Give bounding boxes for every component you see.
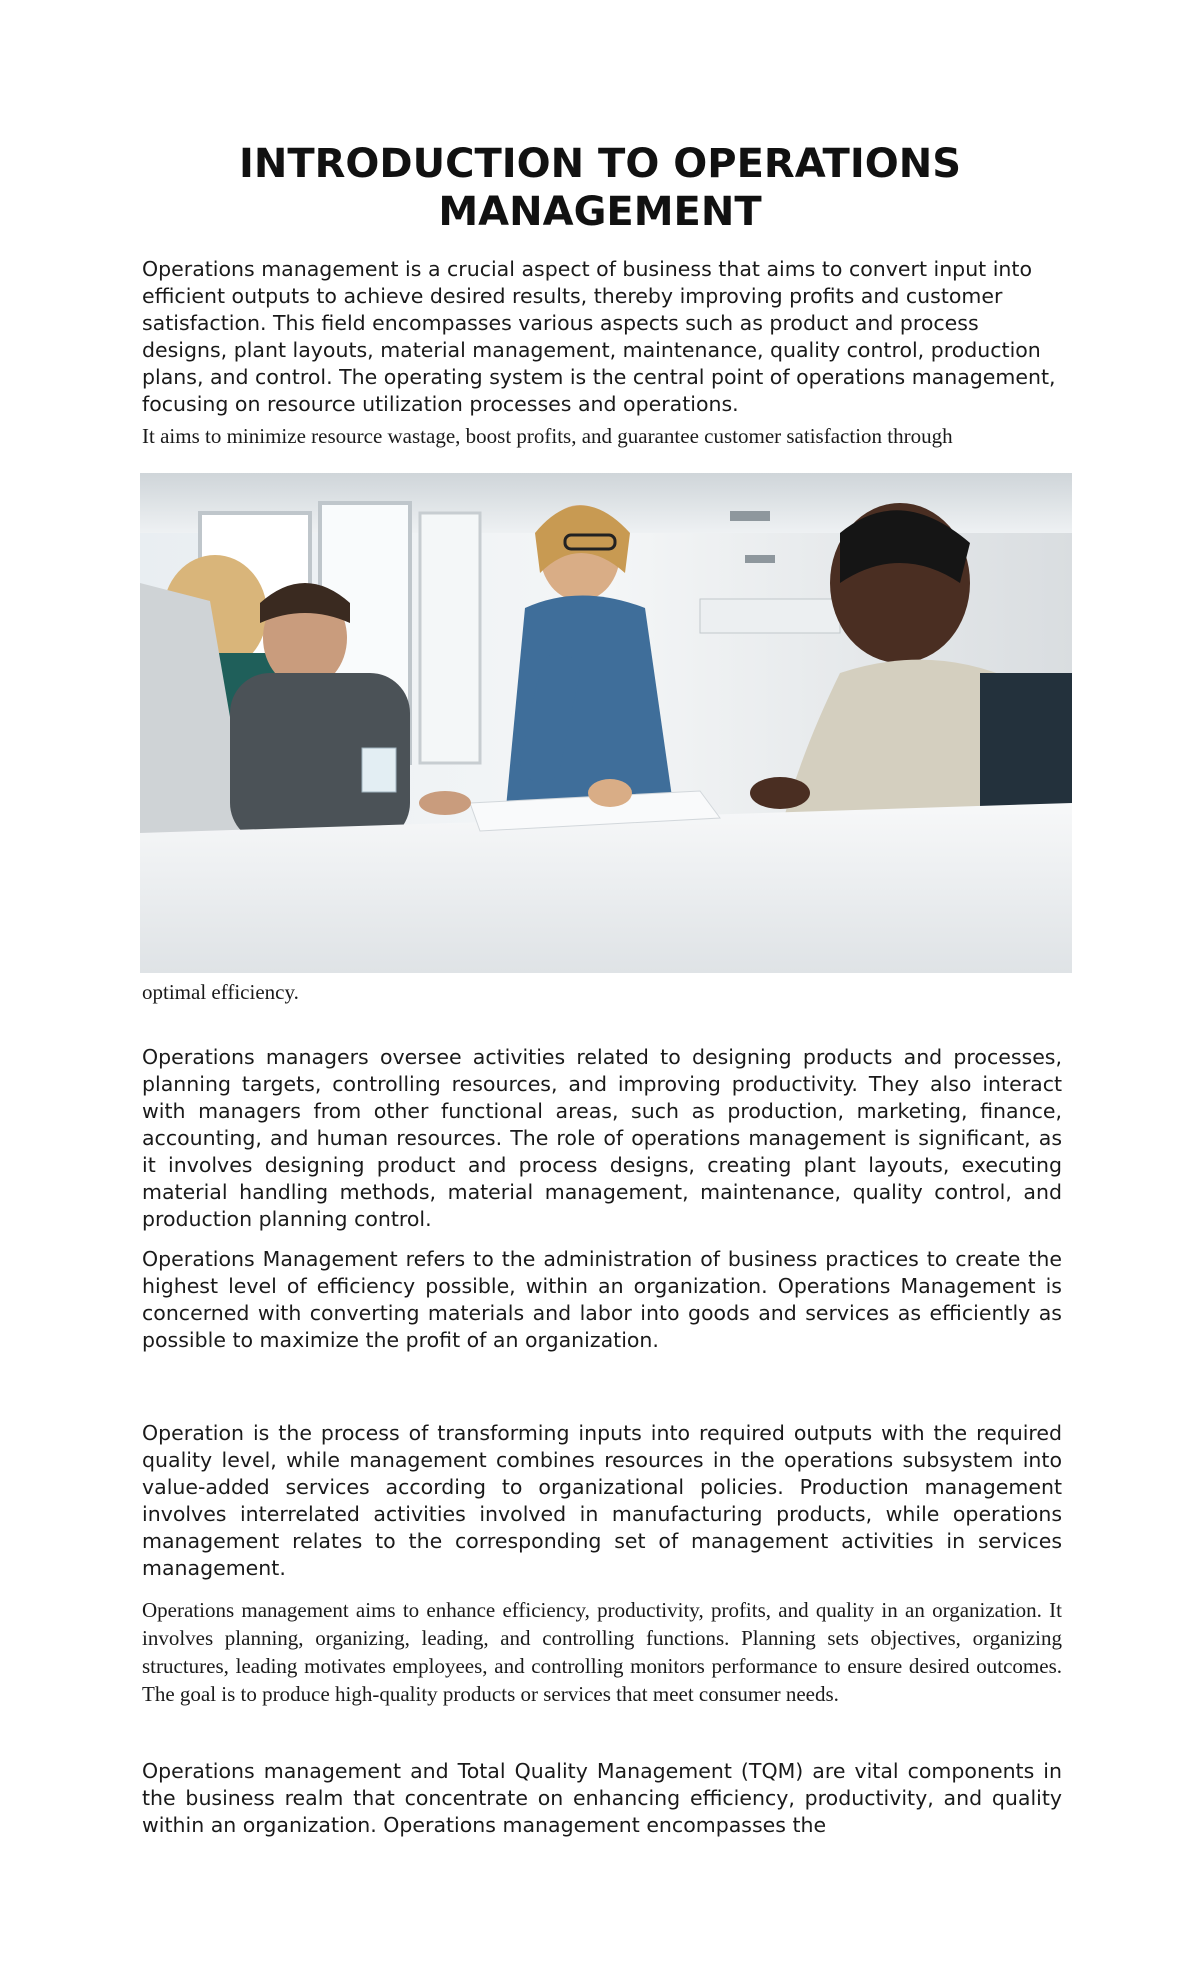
intro-serif-line: It aims to minimize resource wastage, boost profits, and guarantee customer satisfaction through: [142, 424, 953, 448]
paragraph-tqm: Operations management and Total Quality Management (TQM) are vital components in the business realm that concentrate on enhancing efficiency, productivity, and quality within an organization. Operations management encompasses the: [142, 1759, 1062, 1837]
page-title: INTRODUCTION TO OPERATIONS MANAGEMENT: [238, 141, 962, 235]
paragraph-aims: Operations management aims to enhance efficiency, productivity, profits, and quality in an organization. It involves planning, organizing, leading, and controlling functions. Planning sets objectives, organizing structures, leading motivates employees, and controlling monitors performance to ensure desired outcomes. The goal is to produce high-quality products or services that meet consumer needs.: [142, 1598, 1062, 1706]
paragraph-process: Operation is the process of transforming inputs into required outputs with the required quality level, while management combines resources in the operations subsystem into value-added services according to organizational policies. Production management involves interrelated activities involved in manufacturing products, while operations management relates to the corresponding set of management activities in services management.: [142, 1421, 1062, 1580]
photo-caption-continuation: optimal efficiency.: [142, 980, 299, 1004]
meeting-photo: [140, 473, 1072, 973]
paragraph-definition: Operations Management refers to the administration of business practices to create the highest level of efficiency possible, within an organization. Operations Management is concerned with converting materials and labor into goods and services as efficiently as possible to maximize the profit of an organization.: [142, 1247, 1062, 1352]
paragraph-managers: Operations managers oversee activities related to designing products and processes, planning targets, controlling resources, and improving productivity. They also interact with managers from other functional areas, such as production, marketing, finance, accounting, and human resources. The role of operations management is significant, as it involves designing product and process designs, creating plant layouts, executing material handling methods, material management, maintenance, quality control, and production planning control.: [142, 1045, 1062, 1231]
intro-paragraph: Operations management is a crucial aspect of business that aims to convert input into efficient outputs to achieve desired results, thereby improving profits and customer satisfaction. This field encompasses various aspects such as product and process designs, plant layouts, material management, maintenance, quality control, production plans, and control. The operating system is the central point of operations management, focusing on resource utilization processes and operations.: [142, 257, 1056, 416]
